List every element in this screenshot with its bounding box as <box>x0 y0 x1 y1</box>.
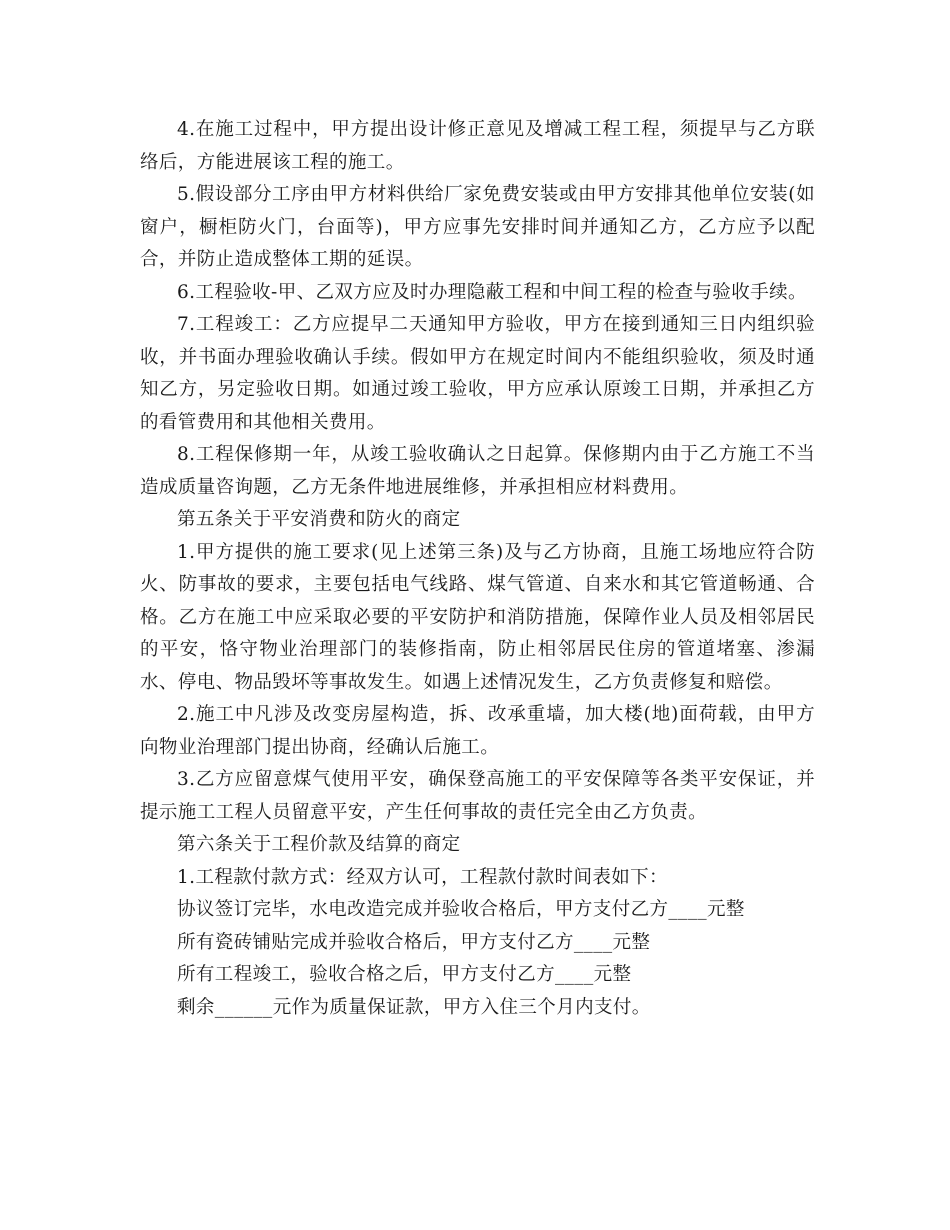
paragraph-item-5: 5.假设部分工序由甲方材料供给厂家免费安装或由甲方安排其他单位安装(如窗户，橱柜防火门，台面等)，甲方应事先安排时间并通知乙方，乙方应予以配合，并防止造成整体工期的延误。 <box>140 184 815 270</box>
paragraph-item-7: 7.工程竣工：乙方应提早二天通知甲方验收，甲方在接到通知三日内组织验收，并书面办理验收确认手续。假如甲方在规定时间内不能组织验收，须及时通知乙方，另定验收日期。如通过竣工验收，甲方应承认原竣工日期，并承担乙方的看管费用和其他相关费用。 <box>140 314 815 433</box>
paragraph-safety-3: 3.乙方应留意煤气使用平安，确保登高施工的平安保障等各类平安保证，并提示施工工程人员留意平安，产生任何事故的责任完全由乙方负责。 <box>140 769 815 823</box>
payment-line-3: 所有工程竣工，验收合格之后，甲方支付乙方____元整 <box>177 964 632 985</box>
paragraph-safety-2: 2.施工中凡涉及改变房屋构造，拆、改承重墙，加大楼(地)面荷载，由甲方向物业治理部门提出协商，经确认后施工。 <box>140 704 815 758</box>
payment-line-retention: 剩余______元作为质量保证款，甲方入住三个月内支付。 <box>177 996 651 1018</box>
paragraph-item-4: 4.在施工过程中，甲方提出设计修正意见及增减工程工程，须提早与乙方联络后，方能进展该工程的施工。 <box>140 119 815 173</box>
paragraph-item-6: 6.工程验收-甲、乙双方应及时办理隐蔽工程和中间工程的检查与验收手续。 <box>177 281 807 303</box>
section-heading-article-6: 第六条关于工程价款及结算的商定 <box>177 834 461 855</box>
paragraph-payment-1: 1.工程款付款方式：经双方认可，工程款付款时间表如下： <box>177 866 668 888</box>
payment-line-2: 所有瓷砖铺贴完成并验收合格后，甲方支付乙方____元整 <box>177 931 651 953</box>
paragraph-item-8: 8.工程保修期一年，从竣工验收确认之日起算。保修期内由于乙方施工不当造成质量咨询题，乙方无条件地进展维修，并承担相应材料费用。 <box>140 444 815 498</box>
section-heading-article-5: 第五条关于平安消费和防火的商定 <box>177 509 461 530</box>
document-body <box>140 114 815 1024</box>
payment-line-1: 协议签订完毕，水电改造完成并验收合格后，甲方支付乙方____元整 <box>177 899 745 920</box>
paragraph-safety-1: 1.甲方提供的施工要求(见上述第三条)及与乙方协商，且施工场地应符合防火、防事故的要求，主要包括电气线路、煤气管道、自来水和其它管道畅通、合格。乙方在施工中应采取必要的平安防护和消防措施，保障作业人员及相邻居民的平安，恪守物业治理部门的装修指南，防止相邻居民住房的管道堵塞、渗漏水、停电、物品毁坏等事故发生。如遇上述情况发生，乙方负责修复和赔偿。 <box>140 541 815 693</box>
